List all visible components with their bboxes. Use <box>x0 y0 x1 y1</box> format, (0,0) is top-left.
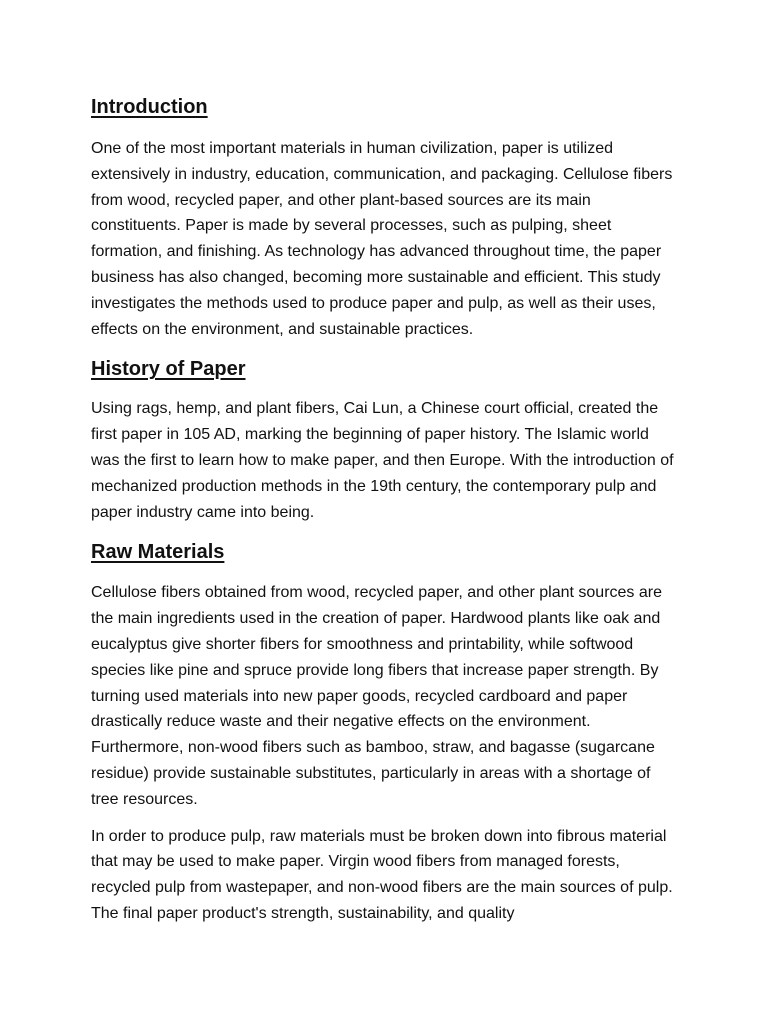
section-heading-introduction: Introduction <box>91 96 208 118</box>
section-heading-history: History of Paper <box>91 358 246 381</box>
document-page <box>91 92 681 927</box>
raw-materials-paragraph-2: In order to produce pulp, raw materials must be broken down into fibrous material that may be used to make paper. Virgin wood fibers from managed forests, recycled pulp from wastepaper, and non-wood fibers are the main sources of pulp. The final paper product's strength, sustainability, and quality <box>91 827 673 922</box>
history-paragraph: Using rags, hemp, and plant fibers, Cai Lun, a Chinese court official, created the first paper in 105 AD, marking the beginning of paper history. The Islamic world was the first to learn how to make paper, and then Europe. With the introduction of mechanized production methods in the 19th century, the contemporary pulp and paper industry came into being. <box>91 400 674 521</box>
introduction-paragraph: One of the most important materials in human civilization, paper is utilized extensively in industry, education, communication, and packaging. Cellulose fibers from wood, recycled paper, and other plant-based sources are its main constituents. Paper is made by several processes, such as pulping, sheet formation, and finishing. As technology has advanced throughout time, the paper business has also changed, becoming more sustainable and efficient. This study investigates the methods used to produce paper and pulp, as well as their uses, effects on the environment, and sustainable practices. <box>91 140 673 338</box>
raw-materials-paragraph-1: Cellulose fibers obtained from wood, recycled paper, and other plant sources are the main ingredients used in the creation of paper. Hardwood plants like oak and eucalyptus give shorter fibers for smoothness and printability, while softwood species like pine and spruce provide long fibers that increase paper strength. By turning used materials into new paper goods, recycled cardboard and paper drastically reduce waste and their negative effects on the environment. Furthermore, non-wood fibers such as bamboo, straw, and bagasse (sugarcane residue) provide sustainable substitutes, particularly in areas with a shortage of tree resources. <box>91 584 662 808</box>
section-heading-raw-materials: Raw Materials <box>91 541 225 564</box>
